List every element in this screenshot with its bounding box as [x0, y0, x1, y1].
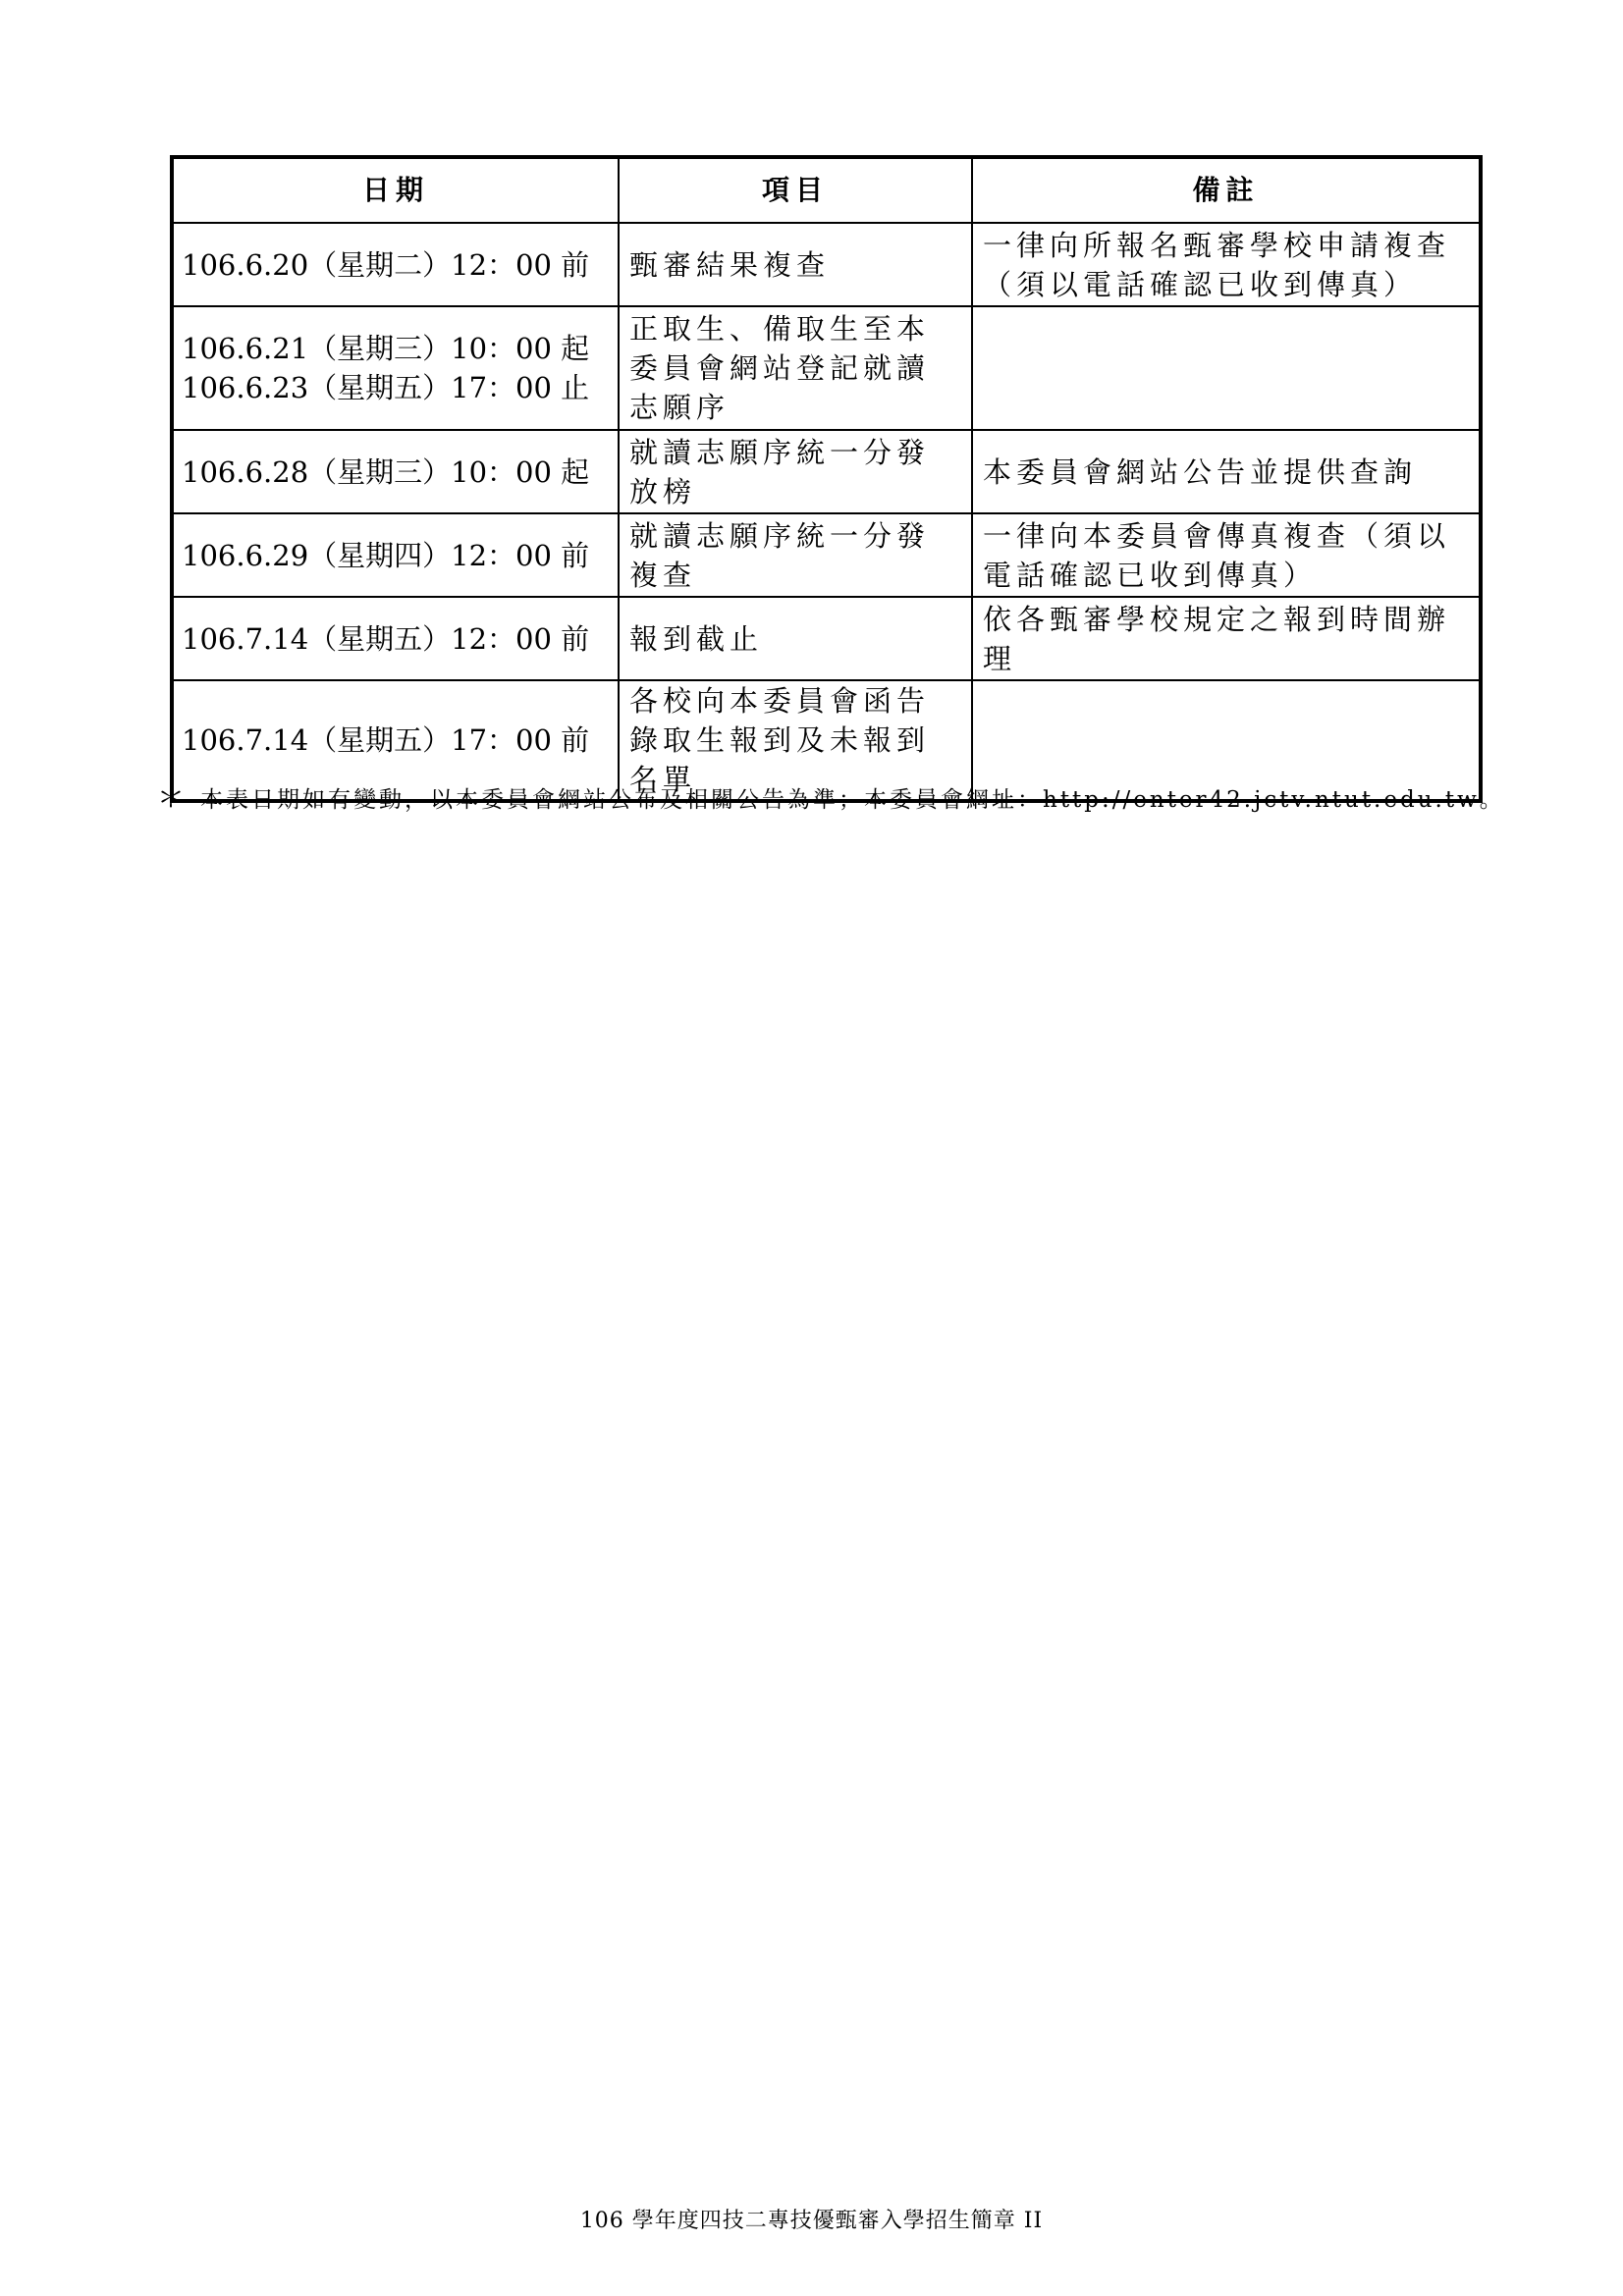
date-text: 106.7.14（星期五）17：00 前 [182, 723, 590, 757]
date-cell [172, 223, 619, 306]
header-date: 日期 [172, 157, 619, 223]
date-start-text: 106.6.21（星期三）10：00 起 [182, 332, 590, 365]
item-cell: 各校向本委員會函告錄取生報到及未報到名單 [619, 680, 972, 801]
date-cell [172, 513, 619, 597]
note-cell [972, 306, 1481, 430]
date-text: 106.6.29（星期四）12：00 前 [182, 538, 590, 572]
date-cell [172, 597, 619, 680]
item-cell: 正取生、備取生至本委員會網站登記就讀志願序 [619, 306, 972, 430]
table-row [172, 430, 1481, 513]
note-cell: 一律向本委員會傳真複查（須以電話確認已收到傳真） [972, 513, 1481, 597]
note-cell: 本委員會網站公告並提供查詢 [972, 430, 1481, 513]
header-item: 項目 [619, 157, 972, 223]
date-cell [172, 430, 619, 513]
item-cell: 報到截止 [619, 597, 972, 680]
header-note: 備註 [972, 157, 1481, 223]
table-row [172, 306, 1481, 430]
item-cell: 就讀志願序統一分發複查 [619, 513, 972, 597]
date-text: 106.6.28（星期三）10：00 起 [182, 454, 590, 489]
page-footer: 106 學年度四技二專技優甄審入學招生簡章 II [579, 2209, 1044, 2233]
date-cell [172, 306, 619, 430]
table-row [172, 223, 1481, 306]
table-row [172, 513, 1481, 597]
date-text: 106.6.20（星期二）12：00 前 [182, 247, 590, 282]
item-cell: 甄審結果複查 [619, 223, 972, 306]
table-row [172, 597, 1481, 680]
note-cell: 一律向所報名甄審學校申請複查（須以電話確認已收到傳真） [972, 223, 1481, 306]
footnote-text: 本表日期如有變動，以本委員會網站公布及相關公告為準；本委員會網址：http://enter42.jctv.ntut.edu.tw。 [200, 787, 1505, 813]
table-header-row [172, 157, 1481, 223]
schedule-table [170, 155, 1483, 803]
date-text: 106.7.14（星期五）12：00 前 [182, 621, 590, 656]
date-end-text: 106.6.23（星期五）17：00 止 [182, 371, 590, 404]
note-cell: 依各甄審學校規定之報到時間辦理 [972, 597, 1481, 680]
footnote-marker: ＊ [157, 781, 186, 814]
footnote [157, 781, 1505, 817]
item-cell: 就讀志願序統一分發放榜 [619, 430, 972, 513]
